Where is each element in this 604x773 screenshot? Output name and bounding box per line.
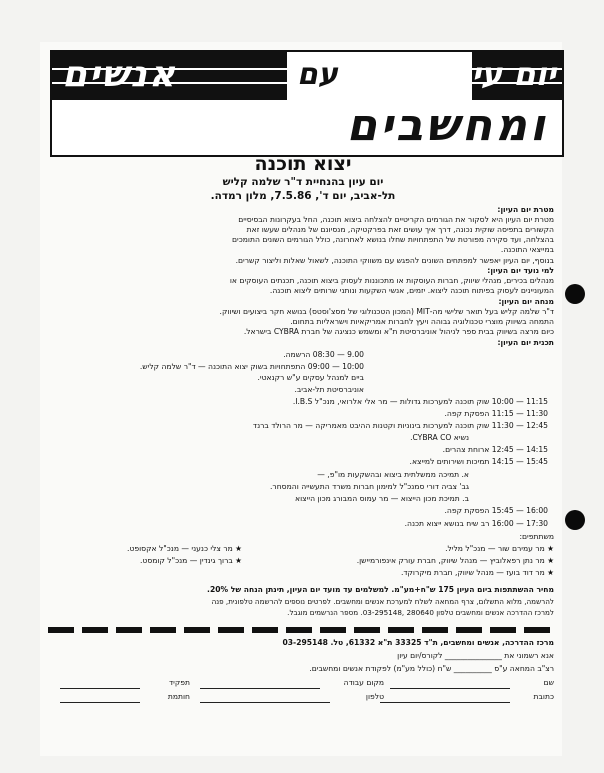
schedule-row: 11:15 — 10:00 שוק תוכנה למערכות גדולות — מר אלי אלרואי, מנכ"ל I.B.S. bbox=[292, 397, 548, 406]
form-name-label: שם bbox=[543, 678, 554, 687]
host-line: ד"ר שלמה קליש בעל תואר שלישי מה-MIT (המכון הטכנולוגי של מסצ'וסטס) בנושא חקר ביצועים ושיווק. bbox=[219, 307, 554, 316]
form-check[interactable]: רצ"ב המחאה ע"ס __________ ש"ח (כולל מע"מ) לפקודת אנשים ומחשבים. bbox=[309, 664, 554, 673]
form-name-field[interactable] bbox=[390, 688, 510, 689]
form-address-label: כתובת bbox=[533, 692, 554, 701]
price-line: להרשמה, מלוא התשלום, צרף המחאה לשלח למערכת אנשים ומחשבים. לפרטים נוספים להרשמה טלפונית, פנה bbox=[211, 597, 554, 606]
banner-word-seminar: יום עיון bbox=[449, 55, 556, 93]
audience-heading: למי נועד יום העיון: bbox=[487, 266, 554, 275]
form-register[interactable]: אנא רשמוני את _______________ לקורס/יום עיון bbox=[397, 651, 554, 660]
participant-item: ★ מר נתן רפאלוביץ — מנהל שיווק, חברת עורק אינפורמיישן. bbox=[356, 556, 554, 565]
participant-item: ★ ברוך גינדין — מנכ"ל קומסט. bbox=[140, 556, 242, 565]
schedule-row: 17:30 — 16:00 רב שיח בנושא ייצוא תכנה. bbox=[404, 519, 548, 528]
banner-word-people: אנשים bbox=[62, 54, 178, 95]
banner-word-with: עם bbox=[297, 57, 338, 92]
subtitle-host: יום עיון בהנחיית ד"ר שלמה קליש bbox=[222, 176, 384, 188]
page-title: יצוא תוכנה bbox=[254, 153, 352, 175]
schedule-row: 12:45 — 11:30 שוק תוכנה למערכות בינוניות וקטנות ההיבט מאמריקה — מר הרולד ברנד bbox=[252, 421, 548, 430]
form-signature-field[interactable] bbox=[60, 702, 140, 703]
goal-line: במייצאי התוכנה. bbox=[500, 245, 554, 254]
goal-line: הקשורים בתפיסה שוקית נכונה, דרך איך עושים זאת בפרקטיקה, מנסיונם של מנהלים שעשו זאת bbox=[246, 225, 554, 234]
form-role-field[interactable] bbox=[60, 688, 140, 689]
participant-item: ★ מר עמירם שור — מנכ"ל מליל. bbox=[445, 544, 554, 553]
form-phone-label: טלפון bbox=[365, 692, 384, 701]
schedule-row: 15:45 — 14:15 תמיכות ושירותים למייצא. bbox=[409, 457, 548, 466]
goal-line: בנוסף, יום העיון יאפשר למפתחים השונים להפגש עם משווקי התוכנה, לשאול שאלות וליצור קשרים. bbox=[235, 256, 554, 265]
schedule-row: אוניברסיטת תל-אביב. bbox=[294, 385, 364, 394]
banner-logo bbox=[50, 50, 564, 157]
cut-line bbox=[48, 627, 558, 633]
schedule-row: 14:15 — 12:45 ארוחת צהרים. bbox=[442, 445, 548, 454]
form-phone-field[interactable] bbox=[200, 702, 330, 703]
price-line: למרכז ההדרכה אנשים ומחשבים טלפון 280640 ,03-295148. מספר הנרשמים מוגבל. bbox=[287, 608, 554, 617]
subtitle-date: תל-אביב, יום ד', 7.5.86, מלון רמדה. bbox=[210, 190, 396, 202]
goal-heading: מטרת יום העיון: bbox=[497, 205, 554, 214]
host-heading: מנחה יום העיון: bbox=[498, 297, 554, 306]
audience-line: מנהלים בכירים, מנהלי שיווק, חברות העוסקות או מתכוננות לעסוק ביצוא תוכנה, תכנתים העוסקים או bbox=[229, 276, 554, 285]
participant-item: ★ מר צלי כנעני — מנכ"ל אקסופט. bbox=[127, 544, 242, 553]
schedule-row: 9.00 — 08:30 הרשמה. bbox=[283, 350, 364, 359]
participant-item: ★ מר דוד בועז — מנהל שיווק, חברת מיקרוקד. bbox=[400, 568, 554, 577]
schedule-row: ב. תמיכת מכון הייצוא — מר עמוס המבורג מכון הייצוא bbox=[295, 494, 469, 503]
program-heading: תכנית יום העיון: bbox=[497, 338, 554, 347]
schedule-row: ביים למנהל עסקים ע"ש רקנאטי. bbox=[257, 373, 364, 382]
form-signature-label: חותמת bbox=[167, 692, 190, 701]
form-workplace-field[interactable] bbox=[200, 688, 320, 689]
goal-line: מטרת יום העיון היא לסקור את הגורמים הקריטיים להצלחה ביצוא תוכנה, החל בעקרונות הבסיסיים bbox=[238, 215, 554, 224]
schedule-row: 11:30 — 11:15 הפסקת קפה. bbox=[444, 409, 548, 418]
punch-hole bbox=[565, 284, 585, 304]
audience-line: המעוניינים לעסוק בפיתוח תוכנה ליצוא. יזמים, אנשי השקעות ונותני שרותים ליצוא תוכנה. bbox=[269, 286, 554, 295]
price-line: מחיר ההשתתפות ביום העיון 175 ש"ח+מע"מ. למשלמים עד מועד יום העיון, תינתן הנחה של 20%. bbox=[207, 585, 554, 594]
schedule-row: נשיא CYBRA CO. bbox=[410, 433, 469, 442]
goal-line: בהצלחה, ועד סקירה מפורטת של התפתחויות שחלו בנושא לאחרונה, כולל הגורמים השונים התומכים bbox=[231, 235, 554, 244]
schedule-row: גב' צביה דורי סמנכ"ל למימון חברות משרד התעשייה והמסחר. bbox=[270, 482, 469, 491]
schedule-row: א. תמיכה ממשלתית ביצוא ובהשקעות מו"פ, — bbox=[317, 470, 469, 479]
schedule-row: 16:00 — 15:45 הפסקת קפה. bbox=[444, 506, 548, 515]
form-workplace-label: מקום עבודה bbox=[343, 678, 384, 687]
schedule-row: 10:00 — 09:00 התפתחויות בשוק יצוא התוכנה — ד"ר שלמה קליש. bbox=[139, 362, 364, 371]
form-address-field[interactable] bbox=[380, 702, 510, 703]
host-line: כיום מרצה בשיווק בבית ספר לניהול אוניברסיטת ת"א ומשמש כנציגה של חברת CYBRA בישראל. bbox=[243, 327, 554, 336]
banner-word-computers: ומחשבים bbox=[346, 100, 548, 151]
participants-heading: משתתפים: bbox=[519, 532, 554, 541]
form-role-label: תפקיד bbox=[169, 678, 190, 687]
punch-hole bbox=[565, 510, 585, 530]
form-address: מרכז ההדרכה, אנשים ומחשבים, ת"ד 33325 ת"א 61332, טל. 03-295148 bbox=[282, 638, 554, 647]
host-line: התמחה בשיווק מוצרי טכנולוגיה גבוהה ויעץ לחברות אמריקאיות וישראליות בתחום. bbox=[290, 317, 554, 326]
